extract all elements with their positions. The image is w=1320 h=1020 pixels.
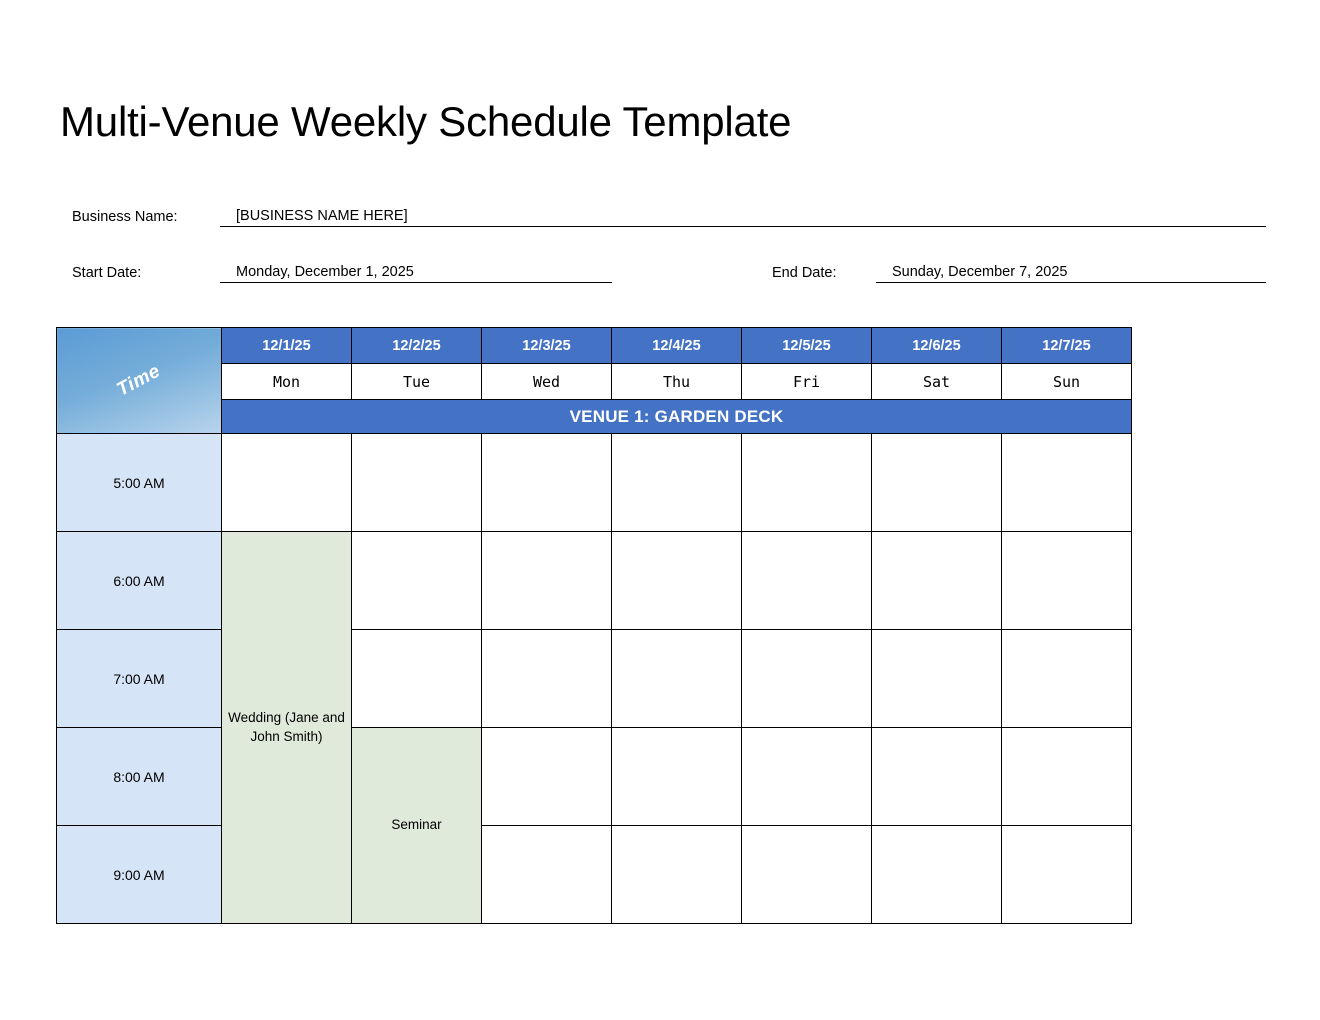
date-header-cell: 12/4/25: [612, 328, 742, 364]
schedule-cell[interactable]: [482, 826, 612, 924]
business-name-field-row: [72, 204, 1266, 227]
time-label-cell: 5:00 AM: [57, 434, 222, 532]
schedule-cell[interactable]: [612, 630, 742, 728]
day-header-cell: Wed: [482, 364, 612, 400]
schedule-cell[interactable]: [1002, 826, 1132, 924]
start-date-field-row: [72, 260, 612, 283]
schedule-cell[interactable]: [482, 532, 612, 630]
schedule-cell[interactable]: [612, 826, 742, 924]
day-header-cell: Sat: [872, 364, 1002, 400]
schedule-cell[interactable]: [1002, 532, 1132, 630]
day-header-cell: Tue: [352, 364, 482, 400]
event-cell-wedding[interactable]: Wedding (Jane and John Smith): [222, 532, 352, 924]
business-name-input[interactable]: [220, 204, 1266, 227]
venue-banner: VENUE 1: GARDEN DECK: [222, 400, 1132, 434]
table-row-dates: [57, 328, 1132, 364]
end-date-label: End Date:: [772, 265, 837, 281]
schedule-cell[interactable]: [1002, 728, 1132, 826]
schedule-cell[interactable]: [742, 826, 872, 924]
page-title: Multi-Venue Weekly Schedule Template: [60, 98, 792, 145]
table-row: [57, 532, 1132, 630]
day-header-cell: Mon: [222, 364, 352, 400]
schedule-cell[interactable]: [742, 630, 872, 728]
end-date-field-row: [772, 260, 1266, 283]
business-name-label: Business Name:: [72, 209, 178, 225]
end-date-input[interactable]: [876, 260, 1266, 283]
schedule-cell[interactable]: [742, 728, 872, 826]
event-cell-seminar[interactable]: Seminar: [352, 728, 482, 924]
time-column-header: [57, 328, 222, 434]
schedule-cell[interactable]: [352, 532, 482, 630]
business-name-value: [BUSINESS NAME HERE]: [236, 208, 408, 224]
table-row: [57, 630, 1132, 728]
schedule-cell[interactable]: [612, 532, 742, 630]
date-header-cell: 12/5/25: [742, 328, 872, 364]
table-row: [57, 434, 1132, 532]
time-label-cell: 8:00 AM: [57, 728, 222, 826]
schedule-cell[interactable]: [872, 630, 1002, 728]
schedule-cell[interactable]: [482, 630, 612, 728]
schedule-cell[interactable]: [872, 532, 1002, 630]
date-header-cell: 12/6/25: [872, 328, 1002, 364]
start-date-value: Monday, December 1, 2025: [236, 264, 414, 280]
start-date-label: Start Date:: [72, 265, 142, 281]
schedule-cell[interactable]: [742, 532, 872, 630]
schedule-cell[interactable]: [482, 434, 612, 532]
schedule-cell[interactable]: [1002, 630, 1132, 728]
day-header-cell: Sun: [1002, 364, 1132, 400]
schedule-cell[interactable]: [872, 434, 1002, 532]
date-header-cell: 12/2/25: [352, 328, 482, 364]
schedule-cell[interactable]: [742, 434, 872, 532]
schedule-cell[interactable]: [1002, 434, 1132, 532]
schedule-cell[interactable]: [352, 630, 482, 728]
schedule-cell[interactable]: [222, 434, 352, 532]
schedule-cell[interactable]: [482, 728, 612, 826]
time-header-label: Time: [113, 359, 165, 401]
schedule-cell[interactable]: [872, 728, 1002, 826]
schedule-cell[interactable]: [352, 434, 482, 532]
time-label-cell: 6:00 AM: [57, 532, 222, 630]
time-label-cell: 7:00 AM: [57, 630, 222, 728]
schedule-cell[interactable]: [612, 434, 742, 532]
table-row: [57, 728, 1132, 826]
day-header-cell: Thu: [612, 364, 742, 400]
schedule-table: [56, 327, 1132, 924]
date-header-cell: 12/1/25: [222, 328, 352, 364]
date-header-cell: 12/7/25: [1002, 328, 1132, 364]
date-header-cell: 12/3/25: [482, 328, 612, 364]
start-date-input[interactable]: [220, 260, 612, 283]
day-header-cell: Fri: [742, 364, 872, 400]
table-row: [57, 826, 1132, 924]
schedule-cell[interactable]: [612, 728, 742, 826]
schedule-cell[interactable]: [872, 826, 1002, 924]
end-date-value: Sunday, December 7, 2025: [892, 264, 1068, 280]
time-label-cell: 9:00 AM: [57, 826, 222, 924]
